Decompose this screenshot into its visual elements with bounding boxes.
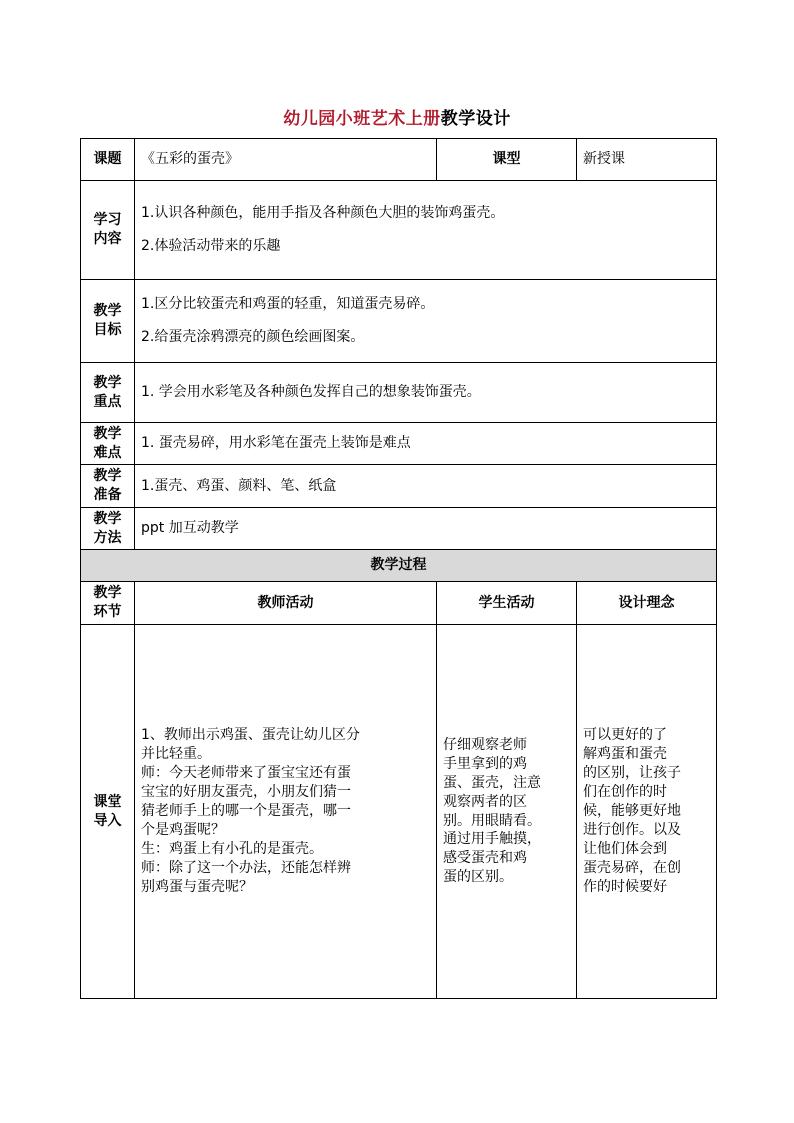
- content-value: [135, 181, 717, 280]
- student-line: 仔细观察老师: [443, 736, 527, 753]
- method-label: 教学 方法: [81, 508, 135, 550]
- teacher-line: 师：今天老师带来了蛋宝宝还有蛋: [141, 765, 351, 782]
- concept-line: 蛋壳易碎，在创: [583, 859, 681, 876]
- goal-value: [135, 280, 717, 363]
- student-line: 蛋、蛋壳，注意: [443, 774, 541, 791]
- concept-line: 候，能够更好地: [583, 803, 681, 820]
- student-line: 蛋的区别。: [443, 869, 513, 886]
- goal-label: 教学 目标: [81, 280, 135, 363]
- teacher-line: 别鸡蛋与蛋壳呢？: [141, 878, 253, 895]
- title-red-part: 幼儿园小班艺术上册: [283, 109, 441, 129]
- difficulty-label: 教学 难点: [81, 423, 135, 465]
- content-line-1: 1.认识各种颜色，能用手指及各种颜色大胆的装饰鸡蛋壳。: [141, 205, 505, 222]
- preparation-row: [81, 465, 717, 508]
- type-value: 新授课: [577, 139, 717, 181]
- student-line: 通过用手触摸，: [443, 831, 541, 848]
- topic-value: 《五彩的蛋壳》: [135, 139, 437, 181]
- preparation-label: 教学 准备: [81, 465, 135, 508]
- teacher-line: 并比轻重。: [141, 746, 211, 763]
- concept-line: 进行创作。以及: [583, 821, 681, 838]
- difficulty-row: [81, 423, 717, 465]
- topic-row: [81, 139, 717, 181]
- design-concept-cell: [577, 625, 717, 999]
- teacher-line: 个是鸡蛋呢？: [141, 821, 225, 838]
- process-header-row: [81, 582, 717, 625]
- goal-line-2: 2.给蛋壳涂鸦漂亮的颜色绘画图案。: [141, 329, 365, 345]
- concept-line: 让他们体会到: [583, 840, 667, 857]
- teacher-line: 生：鸡蛋上有小孔的是蛋壳。: [141, 840, 323, 857]
- student-line: 别。用眼睛看。: [443, 812, 541, 829]
- method-row: [81, 508, 717, 550]
- concept-header: 设计理念: [577, 582, 717, 625]
- key-point-value: 1. 学会用水彩笔及各种颜色发挥自己的想象装饰蛋壳。: [135, 363, 717, 423]
- teacher-line: 猜老师手上的哪一个是蛋壳，哪一: [141, 803, 351, 820]
- intro-stage-label: 课堂 导入: [81, 625, 135, 999]
- intro-row: [81, 625, 717, 999]
- title-black-part: 教学设计: [440, 109, 511, 129]
- key-point-label: 教学 重点: [81, 363, 135, 423]
- concept-line: 的区别，让孩子: [583, 765, 681, 782]
- process-band-row: [81, 550, 717, 582]
- difficulty-value: 1. 蛋壳易碎，用水彩笔在蛋壳上装饰是难点: [135, 423, 717, 465]
- concept-line: 们在创作的时: [583, 784, 667, 801]
- teacher-line: 宝宝的好朋友蛋壳，小朋友们猜一: [141, 784, 351, 801]
- concept-line: 可以更好的了: [583, 727, 667, 744]
- goal-line-1: 1.区分比较蛋壳和鸡蛋的轻重，知道蛋壳易碎。: [141, 296, 435, 313]
- preparation-value: 1.蛋壳、鸡蛋、颜料、笔、纸盒: [135, 465, 717, 508]
- goal-row: [81, 280, 717, 363]
- student-header: 学生活动: [437, 582, 577, 625]
- content-line-2: 2.体验活动带来的乐趣: [141, 238, 281, 254]
- document-title: [0, 104, 794, 129]
- type-label: 课型: [437, 139, 577, 181]
- student-line: 观察两者的区: [443, 793, 527, 810]
- student-activity-cell: [437, 625, 577, 999]
- key-point-row: [81, 363, 717, 423]
- concept-line: 作的时候要好: [583, 878, 667, 895]
- content-row: [81, 181, 717, 280]
- teacher-line: 1、教师出示鸡蛋、蛋壳让幼儿区分: [141, 727, 360, 744]
- lesson-plan-table: [80, 138, 717, 999]
- stage-header: 教学 环节: [81, 582, 135, 625]
- student-line: 手里拿到的鸡: [443, 755, 527, 772]
- method-value: ppt 加互动教学: [135, 508, 717, 550]
- content-label: 学习 内容: [81, 181, 135, 280]
- student-line: 感受蛋壳和鸡: [443, 850, 527, 867]
- teacher-activity-cell: [135, 625, 437, 999]
- teacher-line: 师：除了这一个办法，还能怎样辨: [141, 859, 351, 876]
- teacher-header: 教师活动: [135, 582, 437, 625]
- concept-line: 解鸡蛋和蛋壳: [583, 746, 667, 763]
- process-band: 教学过程: [81, 550, 717, 582]
- topic-label: 课题: [81, 139, 135, 181]
